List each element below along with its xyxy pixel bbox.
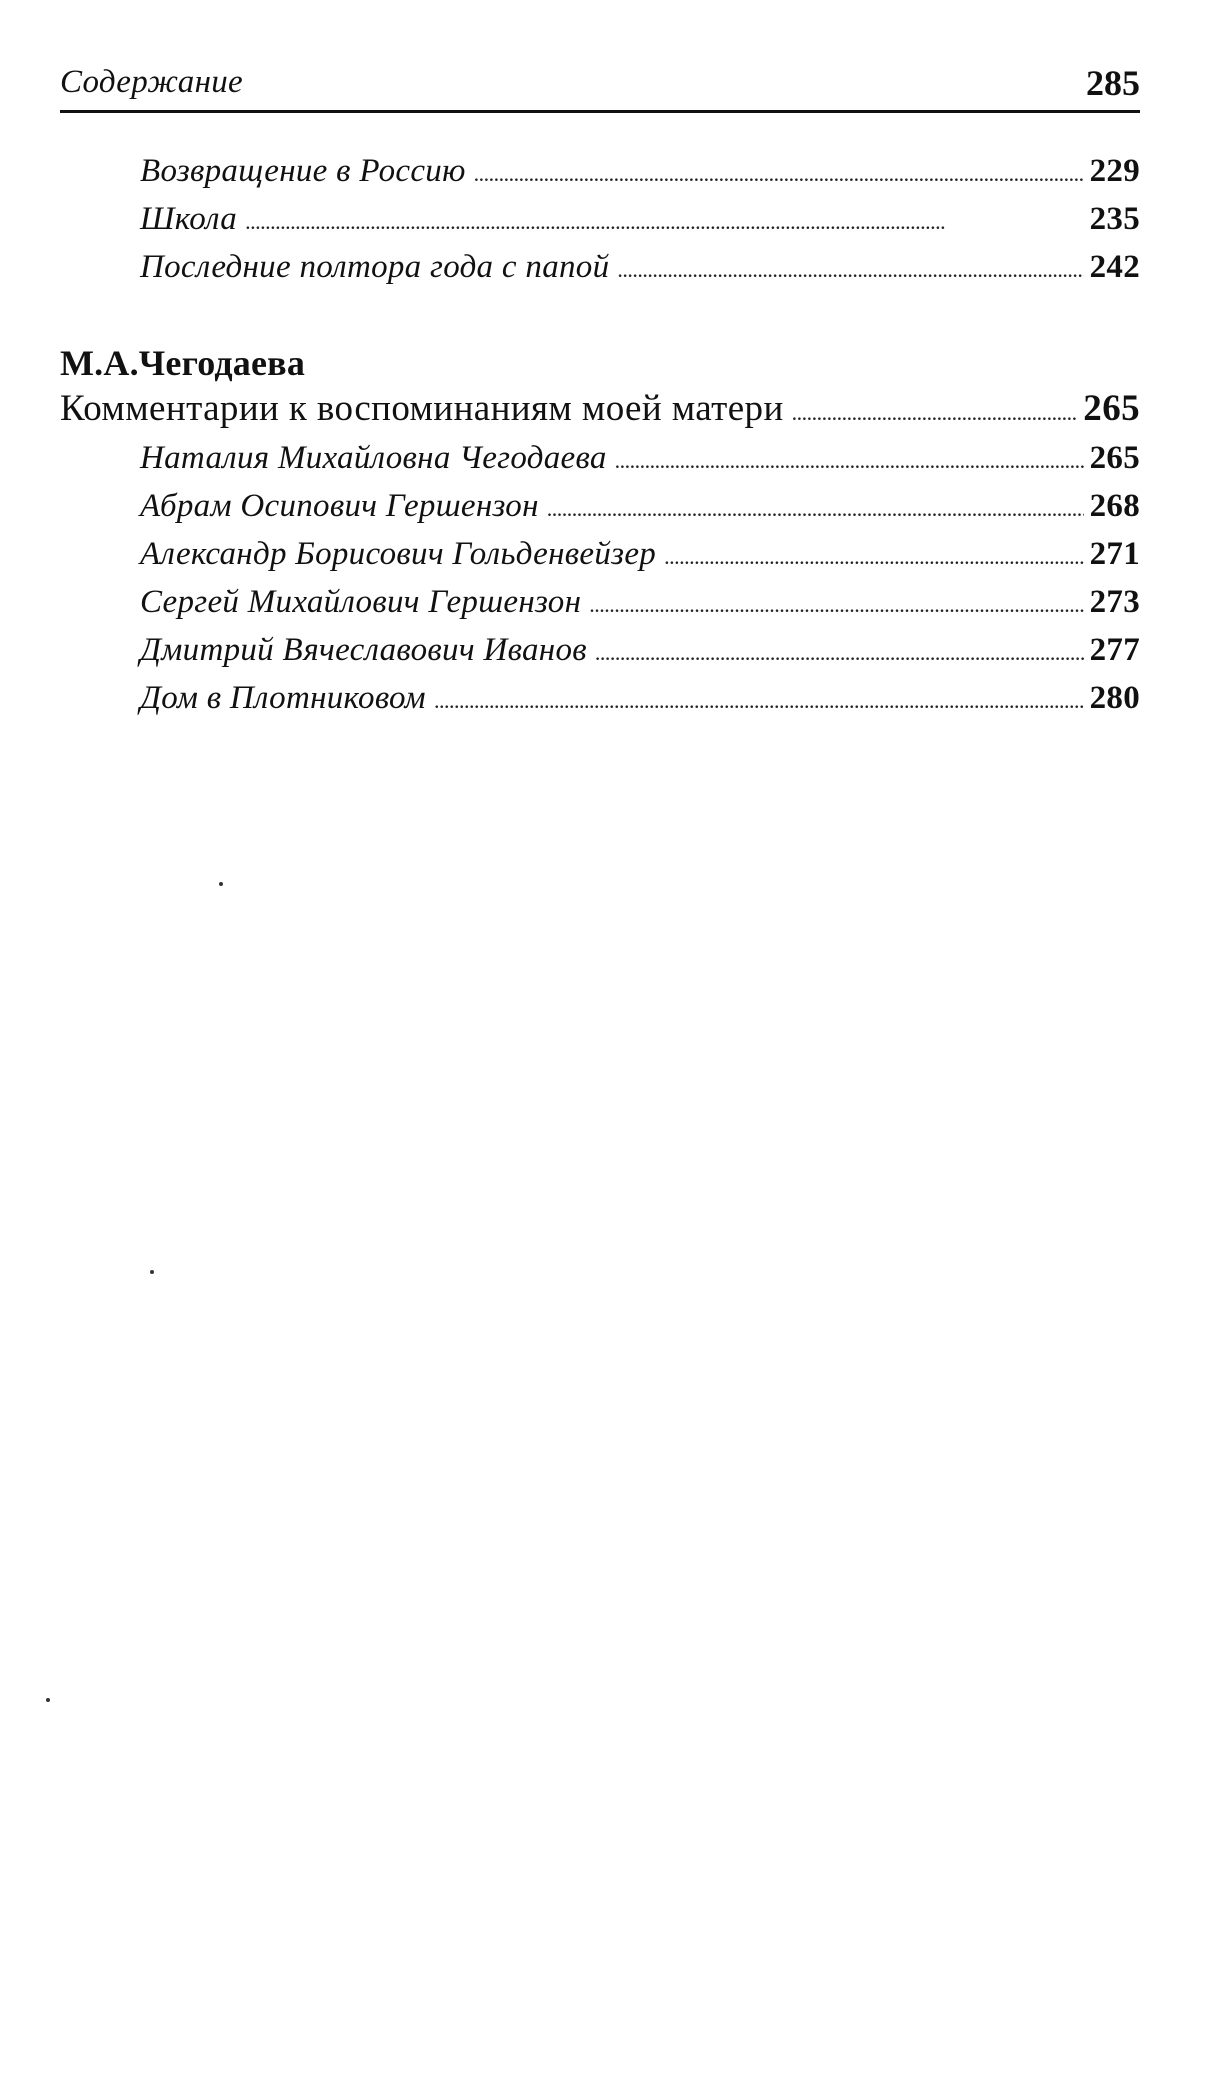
dot-leader <box>615 437 1084 485</box>
toc-entry-page: 242 <box>1089 249 1140 285</box>
page-number: 285 <box>1086 63 1140 103</box>
toc-entry-page: 229 <box>1089 153 1140 189</box>
toc-continued-list <box>60 147 1140 291</box>
toc-entry <box>60 674 1140 722</box>
toc-entry-title: Абрам Осипович Гершензон <box>140 488 539 524</box>
dot-leader <box>664 533 1084 581</box>
toc-entry <box>60 482 1140 530</box>
running-head <box>60 62 1140 113</box>
toc-entry-title: Школа <box>140 201 238 237</box>
toc-entry-page: 235 <box>1089 201 1140 237</box>
dot-leader <box>595 629 1084 677</box>
toc-entry-page: 273 <box>1089 584 1140 620</box>
running-head-title: Содержание <box>60 64 244 100</box>
dot-leader <box>589 581 1083 629</box>
toc-entry-title: Последние полтора года с папой <box>140 249 610 285</box>
toc-entry-page: 268 <box>1089 488 1140 524</box>
toc-entry-title: Наталия Михайловна Чегодаева <box>140 440 607 476</box>
toc-entry-page: 265 <box>1089 440 1140 476</box>
toc-entry <box>60 434 1140 482</box>
toc-entry-title: Возвращение в Россию <box>140 153 466 189</box>
toc-main-entry <box>60 384 1140 434</box>
print-speck <box>219 882 223 886</box>
toc-entry <box>60 578 1140 626</box>
toc-entry-title: Сергей Михайлович Гершензон <box>140 584 582 620</box>
dot-leader <box>434 677 1084 725</box>
print-speck <box>46 1698 50 1702</box>
dot-leader <box>474 150 1084 198</box>
print-speck <box>150 1270 154 1274</box>
toc-entry <box>60 195 1140 243</box>
toc-entry-page: 265 <box>1083 388 1140 429</box>
dot-leader <box>792 388 1078 438</box>
toc-entry <box>60 626 1140 674</box>
dot-leader <box>547 485 1084 533</box>
toc-entry-title: Дом в Плотниковом <box>140 680 426 716</box>
toc-entry <box>60 147 1140 195</box>
toc-entry-title: Александр Борисович Гольденвейзер <box>140 536 657 572</box>
toc-entry-title: Комментарии к воспоминаниям моей матери <box>60 388 784 429</box>
dot-leader <box>617 246 1083 294</box>
toc-entry-title: Дмитрий Вячеславович Иванов <box>140 632 587 668</box>
toc-entry-page: 277 <box>1089 632 1140 668</box>
toc-entry <box>60 530 1140 578</box>
toc-entry-page: 280 <box>1089 680 1140 716</box>
dot-leader <box>245 198 1084 246</box>
toc-entry-page: 271 <box>1089 536 1140 572</box>
section-author: М.А.Чегодаева <box>60 343 306 383</box>
toc-section <box>60 342 1140 722</box>
toc-entry <box>60 243 1140 291</box>
